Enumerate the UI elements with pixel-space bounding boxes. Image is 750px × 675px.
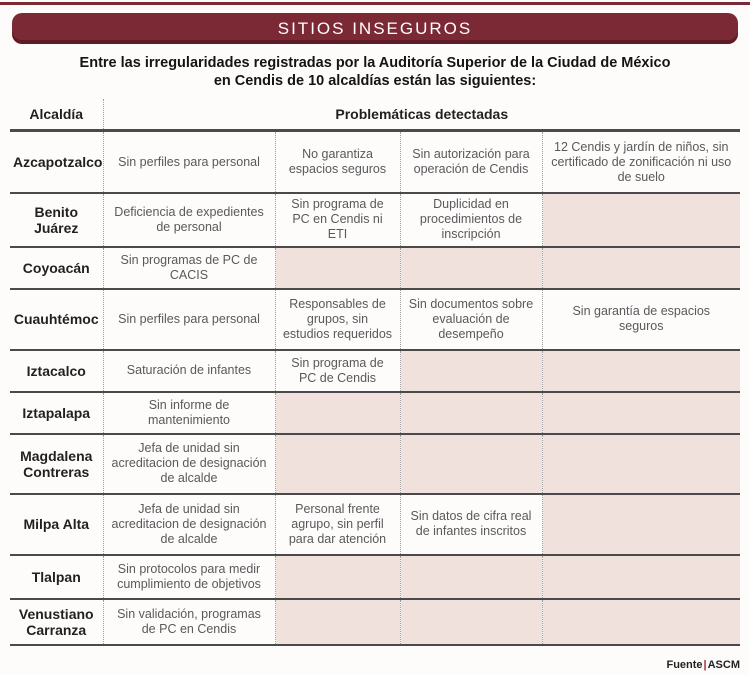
problem-cell: Duplicidad en procedimientos de inscripción — [400, 193, 542, 247]
table-row — [10, 289, 740, 350]
title-banner — [12, 13, 738, 44]
problem-cell: Jefa de unidad sin acreditacion de designación de alcalde — [103, 494, 275, 555]
table-row — [10, 247, 740, 289]
problem-cell: Jefa de unidad sin acreditacion de designación de alcalde — [103, 434, 275, 494]
empty-cell — [542, 555, 740, 599]
alcaldia-cell: Iztacalco — [26, 362, 86, 379]
problem-cell: Sin programa de PC en Cendis ni ETI — [275, 193, 400, 247]
table-row — [10, 555, 740, 599]
problem-cell: Sin documentos sobre evaluación de desempeño — [400, 289, 542, 350]
table-row — [10, 494, 740, 555]
problem-cell: Sin garantía de espacios seguros — [542, 289, 740, 350]
empty-cell — [400, 599, 542, 645]
alcaldia-cell: Benito Juárez — [34, 203, 79, 236]
subtitle — [0, 55, 750, 90]
problem-cell: Sin perfiles para personal — [103, 289, 275, 350]
problem-cell: Sin datos de cifra real de infantes inscritos — [400, 494, 542, 555]
table-row — [10, 131, 740, 193]
table-row — [10, 599, 740, 645]
source-label: Fuente — [666, 659, 703, 671]
column-header-problematicas: Problemáticas detectadas — [103, 99, 740, 131]
problem-cell: Sin protocolos para medir cumplimiento de objetivos — [103, 555, 275, 599]
empty-cell — [400, 350, 542, 392]
table-row — [10, 193, 740, 247]
irregularities-table-wrap — [10, 99, 740, 646]
alcaldia-cell: Magdalena Contreras — [20, 447, 93, 480]
table-row — [10, 350, 740, 392]
problem-cell: Responsables de grupos, sin estudios requeridos — [275, 289, 400, 350]
problem-cell: Sin autorización para operación de Cendis — [400, 131, 542, 193]
empty-cell — [275, 392, 400, 434]
header-row — [10, 99, 740, 131]
empty-cell — [400, 247, 542, 289]
column-header-alcaldia: Alcaldía — [29, 106, 84, 123]
problem-cell: Sin perfiles para personal — [103, 131, 275, 193]
problem-cell: Personal frente agrupo, sin perfil para dar atención — [275, 494, 400, 555]
problem-cell: Sin programas de PC de CACIS — [103, 247, 275, 289]
empty-cell — [400, 392, 542, 434]
empty-cell — [275, 434, 400, 494]
problem-cell: No garantiza espacios seguros — [275, 131, 400, 193]
empty-cell — [542, 350, 740, 392]
empty-cell — [275, 555, 400, 599]
subtitle-line-2: en Cendis de 10 alcaldías están las siguientes: — [213, 72, 537, 89]
alcaldia-cell: Coyoacán — [22, 259, 90, 276]
source-separator: | — [703, 659, 707, 671]
empty-cell — [275, 247, 400, 289]
empty-cell — [542, 392, 740, 434]
problem-cell: Deficiencia de expedientes de personal — [103, 193, 275, 247]
problem-cell: Sin programa de PC de Cendis — [275, 350, 400, 392]
top-rule — [0, 2, 750, 5]
empty-cell — [542, 434, 740, 494]
subtitle-line-1: Entre las irregularidades registradas por la Auditoría Superior de la Ciudad de México — [79, 55, 671, 71]
alcaldia-cell: Azcapotzalco — [13, 154, 103, 171]
alcaldia-cell: Iztapalapa — [22, 404, 91, 421]
problem-cell: Sin informe de mantenimiento — [103, 392, 275, 434]
problem-cell: Saturación de infantes — [103, 350, 275, 392]
page-title: SITIOS INSEGUROS — [277, 18, 473, 38]
alcaldia-cell: Cuauhtémoc — [13, 311, 99, 328]
alcaldia-cell: Tlalpan — [31, 568, 81, 585]
empty-cell — [542, 193, 740, 247]
source-value: ASCM — [707, 659, 740, 671]
empty-cell — [542, 247, 740, 289]
irregularities-table — [10, 99, 740, 646]
empty-cell — [542, 599, 740, 645]
table-row — [10, 392, 740, 434]
problem-cell: 12 Cendis y jardín de niños, sin certificado de zonificación ni uso de suelo — [542, 131, 740, 193]
problem-cell: Sin validación, programas de PC en Cendis — [103, 599, 275, 645]
empty-cell — [400, 555, 542, 599]
empty-cell — [275, 599, 400, 645]
source-credit — [666, 659, 740, 671]
table-row — [10, 434, 740, 494]
alcaldia-cell: Milpa Alta — [23, 516, 90, 533]
empty-cell — [542, 494, 740, 555]
alcaldia-cell: Venustiano Carranza — [18, 605, 94, 638]
empty-cell — [400, 434, 542, 494]
